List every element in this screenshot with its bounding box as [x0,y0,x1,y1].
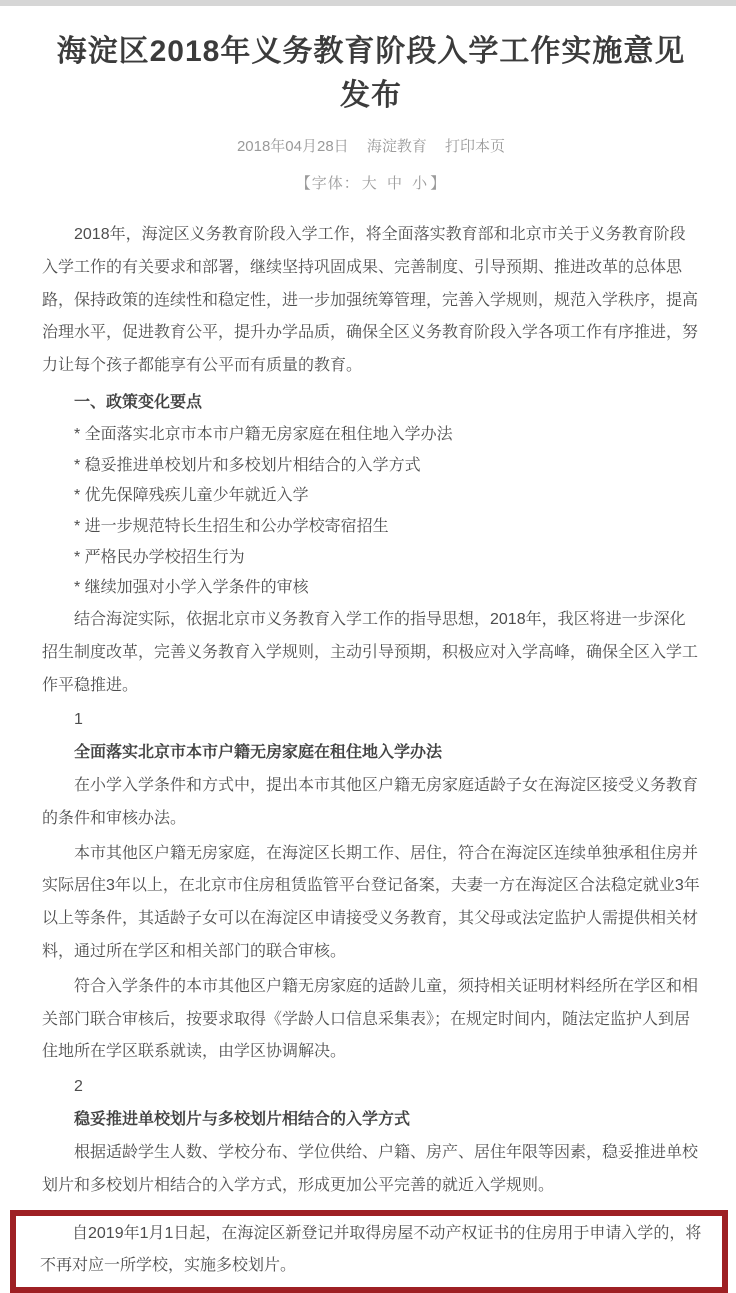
item1-paragraph: 本市其他区户籍无房家庭，在海淀区长期工作、居住，符合在海淀区连续单独承租住房并实际居住3年以上，在北京市住房租赁监管平台登记备案，夫妻一方在海淀区合法稳定就业3年以上等条件，其适龄子女可以在海淀区申请接受义务教育，其父母或法定监护人需提供相关材料，通过所在学区和相关部门的联合审核。 [42,844,700,961]
font-selector-prefix: 【字体： [295,175,360,192]
item2-heading: 稳妥推进单校划片与多校划片相结合的入学方式 [74,1111,411,1129]
font-size-medium[interactable]: 中 [386,175,403,192]
font-size-large[interactable]: 大 [361,175,378,192]
article-body [42,219,700,1293]
bullet-item: * 继续加强对小学入学条件的审核 [74,579,309,597]
item2-number: 2 [74,1078,83,1096]
bullet-item: * 进一步规范特长生招生和公办学校寄宿招生 [74,517,389,535]
font-size-small[interactable]: 小 [412,175,429,192]
item1-heading: 全面落实北京市本市户籍无房家庭在租住地入学办法 [74,744,443,762]
meta-date: 2018年04月28日 [236,138,349,155]
page-title: 海淀区2018年义务教育阶段入学工作实施意见发布 [56,35,686,112]
bullet-item: * 全面落实北京市本市户籍无房家庭在租住地入学办法 [74,425,453,443]
article-page [0,6,736,1293]
item1-number: 1 [74,711,83,729]
section-heading-policy-changes: 一、政策变化要点 [74,393,203,411]
item1-paragraph: 在小学入学条件和方式中，提出本市其他区户籍无房家庭适龄子女在海淀区接受义务教育的条件和审核办法。 [42,777,699,827]
bullet-item: * 稳妥推进单校划片和多校划片相结合的入学方式 [74,456,421,474]
meta-source: 海淀教育 [366,138,427,155]
summary-paragraph: 结合海淀实际，依据北京市义务教育入学工作的指导思想，2018年，我区将进一步深化招生制度改革，完善义务教育入学规则，主动引导预期，积极应对入学高峰，确保全区入学工作平稳推进。 [42,611,699,694]
font-size-selector [42,172,700,193]
meta-line [42,135,700,156]
item2-paragraph: 根据适龄学生人数、学校分布、学位供给、户籍、房产、居住年限等因素，稳妥推进单校划片和多校划片相结合的入学方式，形成更加公平完善的就近入学规则。 [42,1143,699,1194]
print-page-link[interactable]: 打印本页 [445,138,506,155]
bullet-item: * 优先保障残疾儿童少年就近入学 [74,487,309,505]
highlight-text: 自2019年1月1日起，在海淀区新登记并取得房屋不动产权证书的住房用于申请入学的，将不再对应一所学校，实施多校划片。 [40,1225,702,1274]
bullet-item: * 严格民办学校招生行为 [74,548,245,566]
intro-paragraph: 2018年，海淀区义务教育阶段入学工作，将全面落实教育部和北京市关于义务教育阶段入学工作的有关要求和部署，继续坚持巩固成果、完善制度、引导预期、推进改革的总体思路，保持政策的连续性和稳定性，进一步加强统筹管理，完善入学规则，规范入学秩序，提高治理水平，促进教育公平，提升办学品质，确保全区义务教育阶段入学各项工作有序推进，努力让每个孩子都能享有公平而有质量的教育。 [42,226,699,375]
item1-paragraph: 符合入学条件的本市其他区户籍无房家庭的适龄儿童，须持相关证明材料经所在学区和相关部门联合审核后，按要求取得《学龄人口信息采集表》；在规定时间内，随法定监护人到居住地所在学区联系就读，由学区协调解决。 [42,977,699,1061]
highlight-box [10,1210,728,1292]
font-selector-suffix: 】 [430,175,447,192]
